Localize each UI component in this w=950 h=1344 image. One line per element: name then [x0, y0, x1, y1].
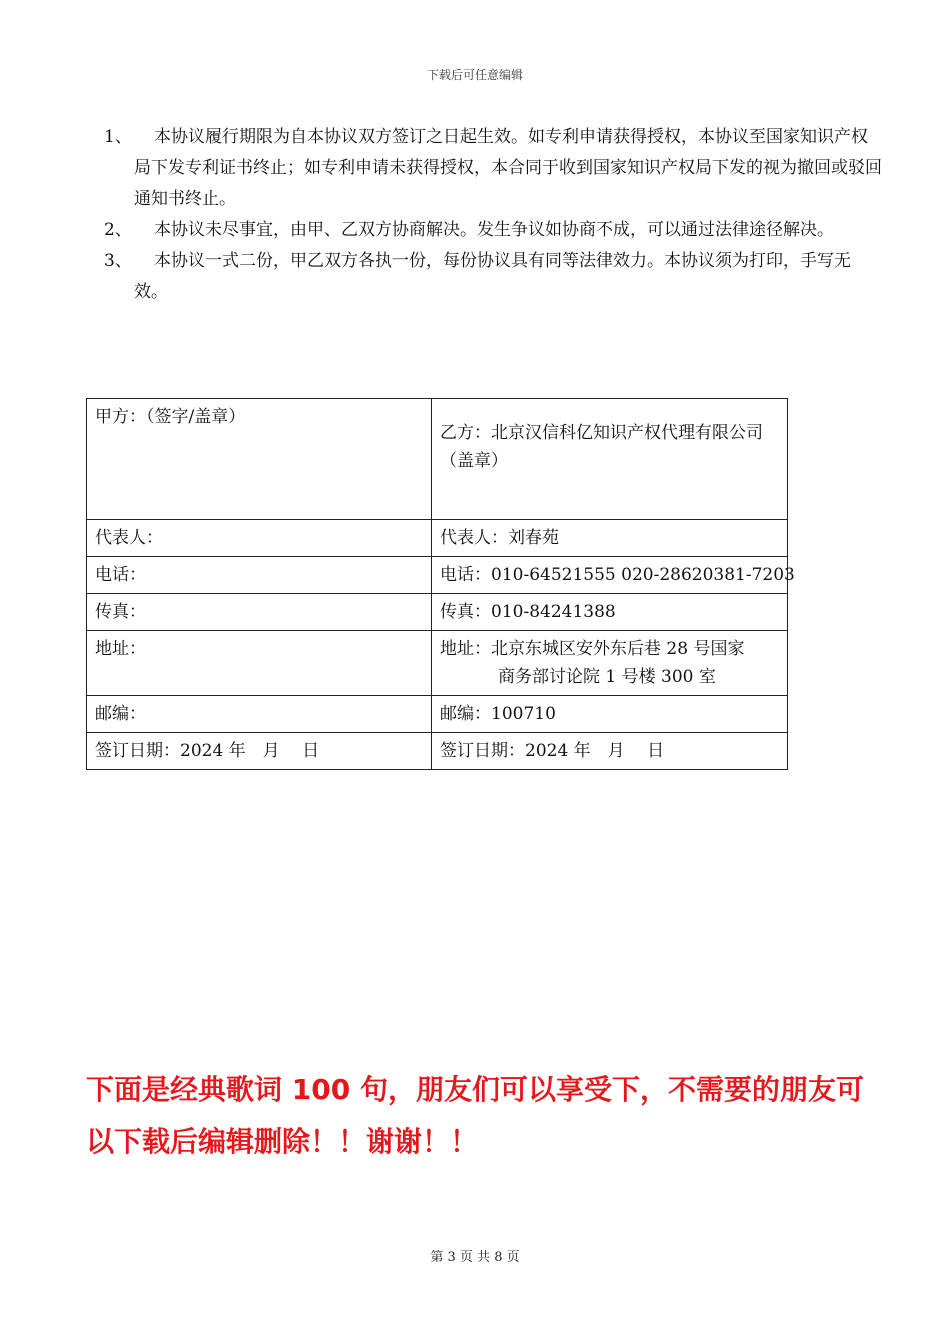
table-row — [87, 696, 788, 733]
table-row — [87, 520, 788, 557]
table-row — [87, 399, 788, 520]
clause-item — [104, 215, 884, 246]
party-a-label: 甲方：（签字/盖章） — [87, 399, 432, 520]
party-b-address-line2: 商务部讨论院 1 号楼 300 室 — [498, 667, 716, 687]
party-b-date: 签订日期：2024 年 月 日 — [432, 733, 788, 770]
signature-table — [86, 398, 795, 770]
clause-item — [104, 246, 884, 308]
clause-number: 3、 — [104, 251, 132, 271]
red-notice: 下面是经典歌词 100 句，朋友们可以享受下，不需要的朋友可以下载后编辑删除！！谢谢！！ — [86, 1073, 864, 1158]
party-a-address: 地址： — [87, 631, 432, 696]
table-row — [87, 594, 788, 631]
clause-item — [104, 122, 884, 215]
table-row — [87, 733, 788, 770]
party-a-phone: 电话： — [87, 557, 432, 594]
clause-text: 本协议一式二份，甲乙双方各执一份，每份协议具有同等法律效力。本协议须为打印，手写无效。 — [134, 251, 851, 302]
clause-list — [104, 122, 884, 308]
party-b-postcode: 邮编：100710 — [432, 696, 788, 733]
clause-number: 2、 — [104, 220, 132, 240]
party-b-address-line1: 地址：北京东城区安外东后巷 28 号国家 — [440, 639, 745, 659]
party-b-rep: 代表人：刘春苑 — [432, 520, 788, 557]
party-b-phone: 电话：010-64521555 020-28620381-7203 — [432, 557, 788, 594]
clause-text: 本协议履行期限为自本协议双方签订之日起生效。如专利申请获得授权，本协议至国家知识产权局下发专利证书终止；如专利申请未获得授权，本合同于收到国家知识产权局下发的视为撤回或驳回通知书终止。 — [134, 127, 882, 209]
party-a-fax: 传真： — [87, 594, 432, 631]
table-row — [87, 631, 788, 696]
party-a-date: 签订日期：2024 年 月 日 — [87, 733, 432, 770]
clause-text: 本协议未尽事宜，由甲、乙双方协商解决。发生争议如协商不成，可以通过法律途径解决。 — [154, 220, 834, 240]
page-footer: 第 3 页 共 8 页 — [430, 1250, 520, 1265]
party-b-address — [432, 631, 788, 696]
party-b-label: 乙方：北京汉信科亿知识产权代理有限公司（盖章） — [432, 399, 788, 520]
party-a-postcode: 邮编： — [87, 696, 432, 733]
table-row — [87, 557, 788, 594]
clause-number: 1、 — [104, 127, 132, 147]
party-a-rep: 代表人： — [87, 520, 432, 557]
page-header: 下载后可任意编辑 — [426, 68, 523, 82]
party-b-fax: 传真：010-84241388 — [432, 594, 788, 631]
